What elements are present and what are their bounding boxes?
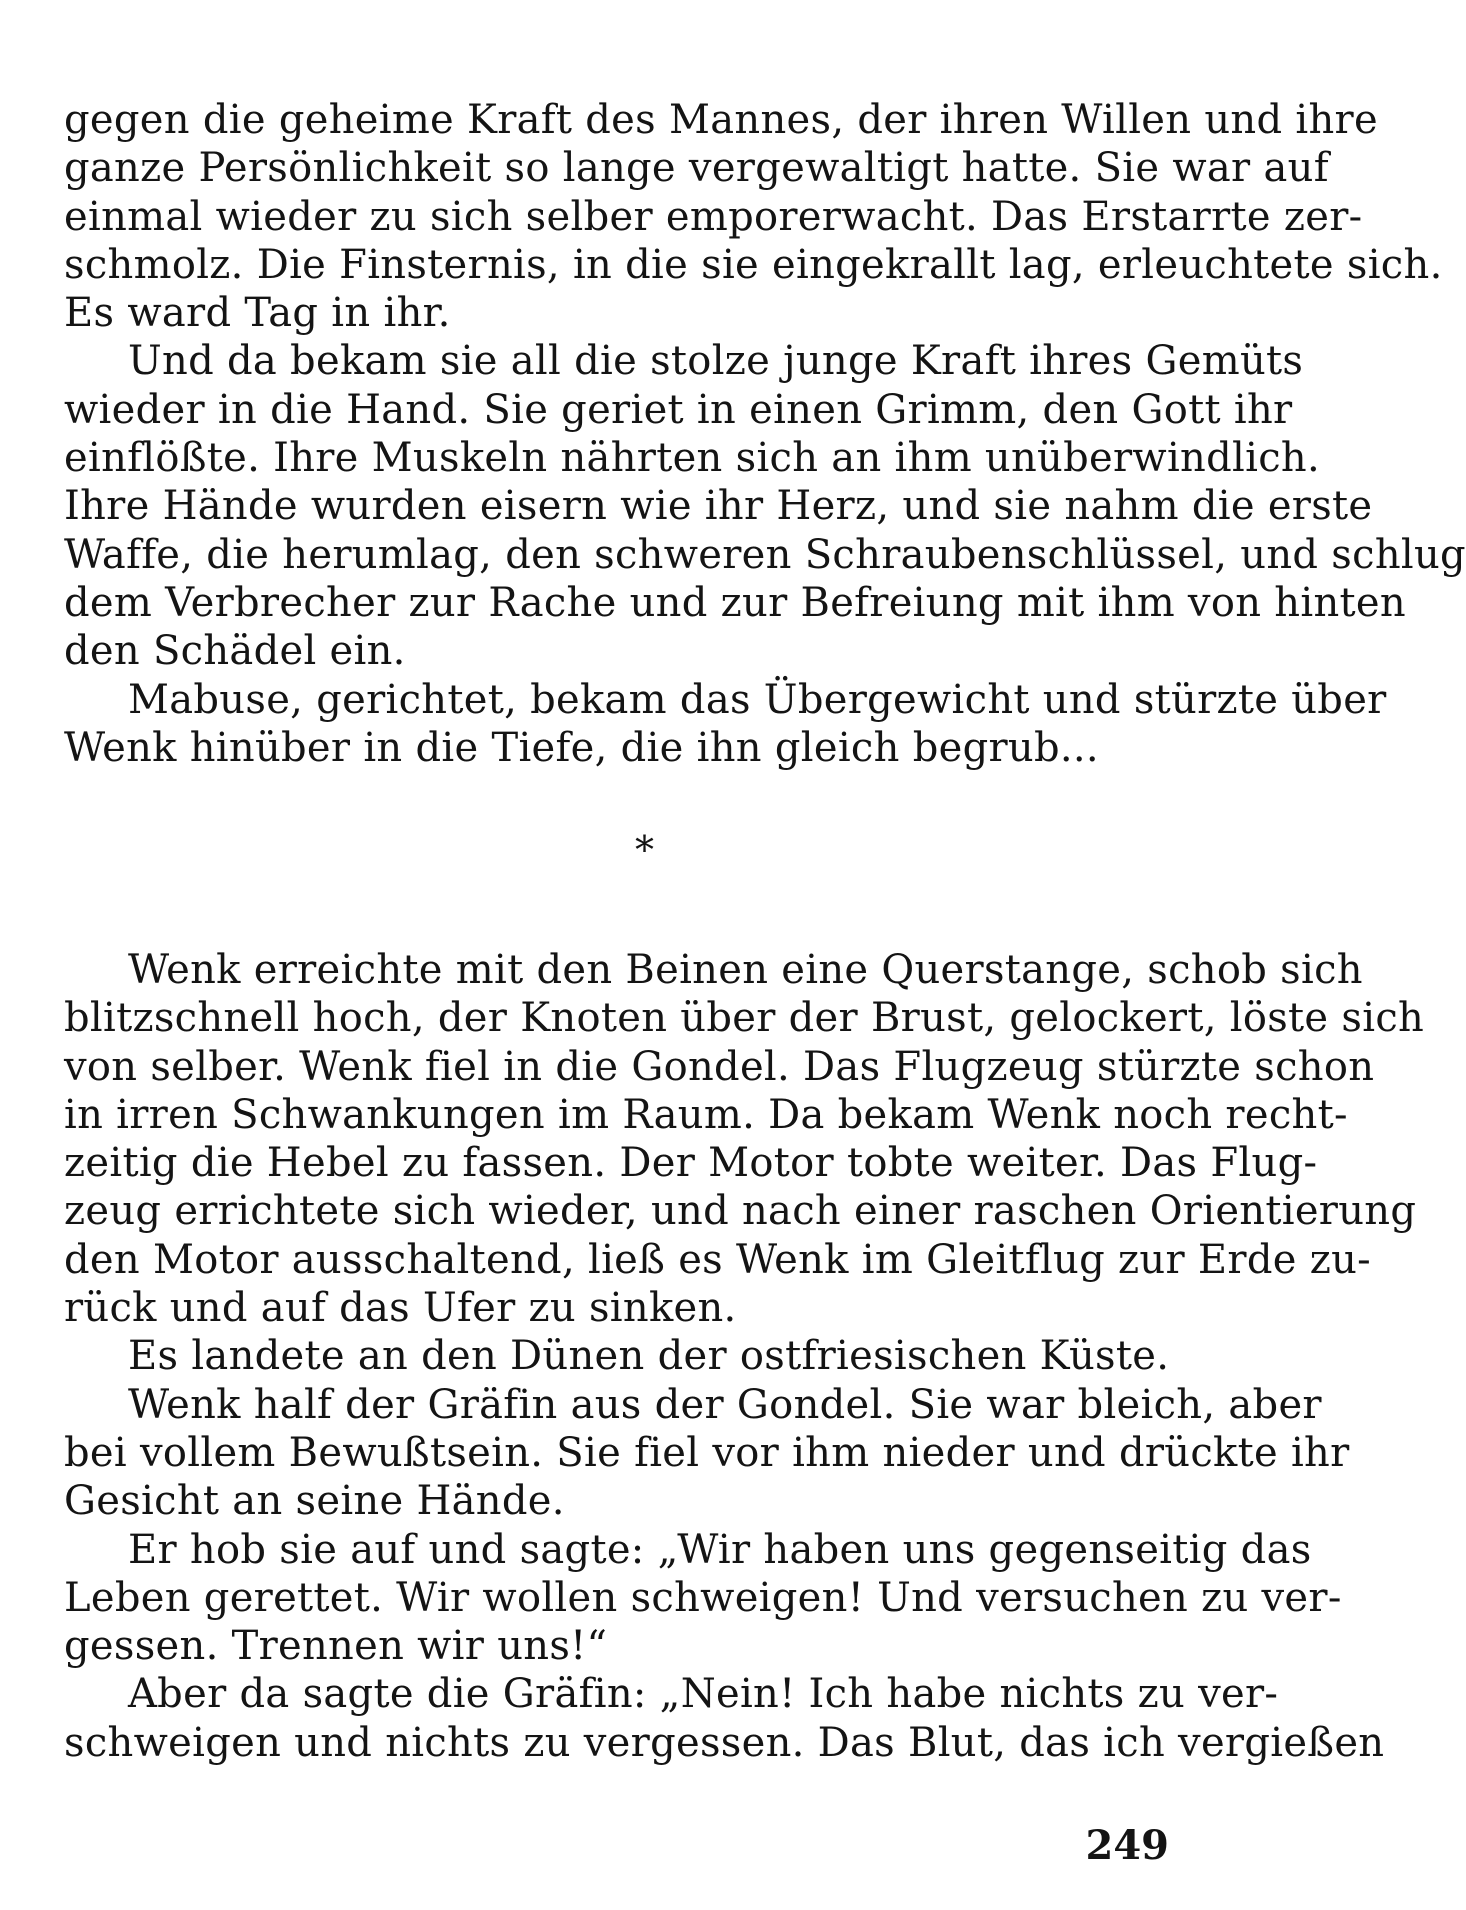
text-line: Ihre Hände wurden eisern wie ihr Herz, und sie nahm die erste: [64, 483, 1373, 530]
text-line: Wenk erreichte mit den Beinen eine Querstange, schob sich: [128, 947, 1363, 993]
text-line: Leben gerettet. Wir wollen schweigen! Und versuchen zu ver-: [64, 1574, 1342, 1621]
text-line: Aber da sagte die Gräfin: „Nein! Ich habe nichts zu ver-: [128, 1671, 1279, 1718]
text-line: Wenk hinüber in die Tiefe, die ihn gleich begrub...: [64, 724, 1099, 771]
text-line: bei vollem Bewußtsein. Sie fiel vor ihm nieder und drückte ihr: [64, 1429, 1350, 1476]
text-line: dem Verbrecher zur Rache und zur Befreiung mit ihm von hinten: [64, 579, 1406, 626]
text-line: ganze Persönlichkeit so lange vergewaltigt hatte. Sie war auf: [64, 145, 1329, 192]
text-line: Gesicht an seine Hände.: [64, 1478, 565, 1525]
text-line: den Motor ausschaltend, ließ es Wenk im Gleitflug zur Erde zu-: [64, 1236, 1371, 1283]
page-number: 249: [1085, 1822, 1169, 1869]
text-line: Und da bekam sie all die stolze junge Kraft ihres Gemüts: [128, 338, 1304, 385]
text-line: den Schädel ein.: [64, 628, 406, 675]
text-line: wieder in die Hand. Sie geriet in einen Grimm, den Gott ihr: [64, 386, 1293, 433]
text-line: schmolz. Die Finsternis, in die sie eingekrallt lag, erleuchtete sich.: [64, 241, 1443, 288]
text-line: Wenk half der Gräfin aus der Gondel. Sie war bleich, aber: [128, 1381, 1322, 1428]
text-line: Waffe, die herumlag, den schweren Schraubenschlüssel, und schlug: [64, 531, 1466, 578]
text-line: von selber. Wenk fiel in die Gondel. Das Flugzeug stürzte schon: [64, 1043, 1375, 1090]
text-line: gegen die geheime Kraft des Mannes, der ihren Willen und ihre: [64, 97, 1378, 143]
text-line: in irren Schwankungen im Raum. Da bekam Wenk noch recht-: [64, 1091, 1348, 1138]
text-block-lower: [64, 946, 1425, 1767]
text-line: schweigen und nichts zu vergessen. Das Blut, das ich vergießen: [64, 1719, 1385, 1766]
text-line: zeitig die Hebel zu fassen. Der Motor tobte weiter. Das Flug-: [64, 1140, 1318, 1187]
text-line: Mabuse, gerichtet, bekam das Übergewicht und stürzte über: [128, 676, 1387, 723]
text-line: gessen. Trennen wir uns!“: [64, 1623, 608, 1670]
text-line: rück und auf das Ufer zu sinken.: [64, 1285, 737, 1332]
text-line: Er hob sie auf und sagte: „Wir haben uns gegenseitig das: [128, 1526, 1312, 1573]
text-block-upper: [64, 96, 1466, 772]
text-line: einmal wieder zu sich selber emporerwacht. Das Erstarrte zer-: [64, 193, 1363, 240]
text-line: blitzschnell hoch, der Knoten über der Brust, gelockert, löste sich: [64, 995, 1425, 1042]
text-line: Es landete an den Dünen der ostfriesischen Küste.: [128, 1333, 1170, 1380]
text-line: einflößte. Ihre Muskeln nährten sich an ihm unüberwindlich.: [64, 435, 1320, 482]
text-line: zeug errichtete sich wieder, und nach einer raschen Orientierung: [64, 1188, 1417, 1235]
text-line: Es ward Tag in ihr.: [64, 290, 451, 337]
section-separator-asterisk: *: [635, 828, 654, 872]
